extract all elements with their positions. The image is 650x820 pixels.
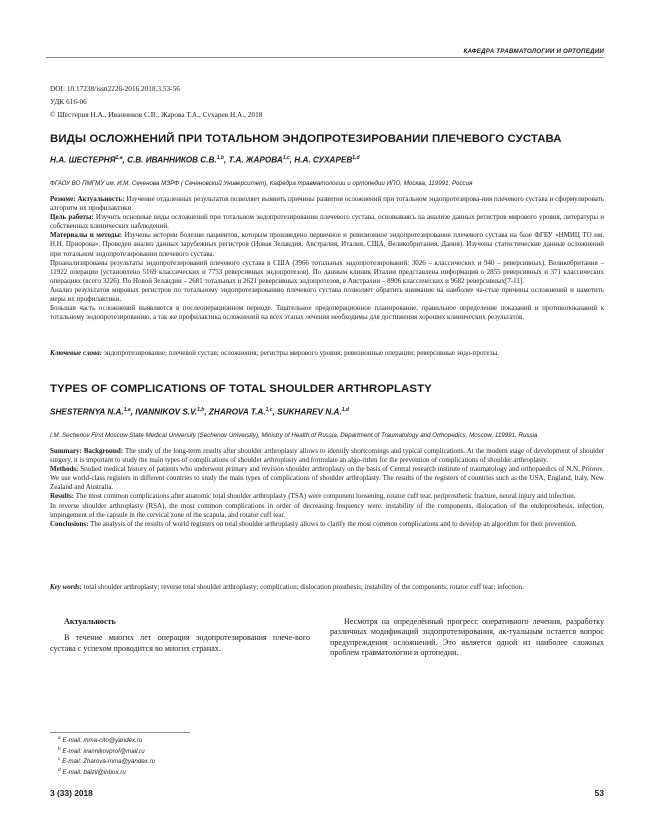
author: Н.А. СУХАРЕВ [294,155,353,165]
author-sup: 1,d [352,155,360,161]
affiliation-ru: ФГАОУ ВО ПМГМУ им. И.М. Сеченова МЗРФ ( Сеченовский Университет), Кафедра травматологии и ортопедии ИПО, Москва, 119991, Россия [50,180,473,187]
keywords-ru [50,349,604,358]
keywords-text: total shoulder arthroplasty; reverse total shoulder arthroplasty; complication; dislocation prosthesis; instability of the components; rotator cuff tear; infection. [82,583,524,591]
footnote: $^a$ E-mail: mma-cito@yandex.ru [58,736,143,745]
footnote: $^d$ E-mail: baizil@inbox.ru [58,767,126,777]
author: Т.А. ЖАРОВА [228,155,283,165]
footnote-rule [50,732,190,733]
author: Н.А. ШЕСТЕРНЯ [50,155,116,165]
author-sup: 1,a [123,407,131,413]
keywords-label: Key words: [50,583,83,591]
abstract-paragraph: Проанализированы результаты эндопротезирований плечевого сустава в США (3966 тотальных эндопротезирований: 3026 – классических и 940 – реверсивных). Великобритания – 11922 операции (установлено 5169 классических и 7753 реверсивных эндопротезов). По данным клиник Италии представлена информация о 2855 реверсивных и 371 классических операциях (всего 3226). По Новой Зеландии – 2681 тотальных и 2621 реверсивных эндопротезов, в Австралии – 8906 классических и 9682 реверсивных[7-11]. [50,258,604,285]
author-sup: 1,b [216,155,224,161]
footnote: $^c$ E-mail: Zharova-mma@yandex.ru [58,757,156,766]
abstract-paragraph: Большая часть осложнений выявляется в послеоперационном периоде. Тщательное предоперационное планирование, правильное определение показаний и противопоказаний к тотальному эндопротезированию, а так же профилактика осложнений на всех этапах лечения необходимы для достижения хороших клинических результатов. [50,304,604,322]
abstract-paragraph: Резюме: Актуальность: Изучение отдаленных результатов позволяет выявить причины развития осложнений при тотальном эндопротезирова-ния плечевого сустава и сформулировать алгоритм их профилактики. [50,195,604,213]
body-paragraph: Несмотря на определённый прогресс оперативного лечения, разработку различных модификаций эндопротезирования, ак-туальным остается вопрос предупреждения осложнений. Это является одной из наиболее сложных проблем травматологии и ортопедии. [330,617,604,658]
author-sup: 1,b [197,407,205,413]
section-heading: Актуальность [64,617,116,626]
abstract-paragraph: Материалы и методы: Изучены истории болезни пациентов, которым произведено первичное и ревизионное эндопротезирование плечевого сустава на базе ФГБУ «НМИЦ ТО им. Н.Н. Приорова». Проведен анализ данных зарубежных регистров (Новая Зеландия, Австралия, Италия, США, Великобритания, Дания). Изучены статистические данные осложнений при тотальном эндопротезировании плечевого сустава. [50,231,604,258]
abstract-paragraph: Цель работы: Изучить основные виды осложнений при тотальном эндопротезировании плечевого сустава, основываясь на анализе данных регистров мирового уровня, литературы и собственных клинических наблюдений. [50,213,604,231]
authors-ru: Н.А. ШЕСТЕРНЯ$^{1,a}$, С.В. ИВАННИКОВ С.В.$^{1,b}$, Т.А. ЖАРОВА$^{1,c}$, Н.А. СУХАРЕВ$^{1,d}$ [50,155,360,165]
issue-number: 3 (33) 2018 [50,788,93,798]
article-title-en: TYPES OF COMPLICATIONS OF TOTAL SHOULDER ARTHROPLASTY [50,383,432,395]
copyright: © Шестерня Н.А., Иванников С.В., Жарова Т.А., Сухарев Н.А., 2018 [50,110,263,119]
author-sup: 1,c [282,155,290,161]
author: IVANNIKOV S.V. [135,407,198,417]
article-title-ru: ВИДЫ ОСЛОЖНЕНИЙ ПРИ ТОТАЛЬНОМ ЭНДОПРОТЕЗИРОВАНИИ ПЛЕЧЕВОГО СУСТАВА [50,133,562,145]
abstract-paragraph: Анализ результатов мировых регистров по тотальному эндопротезированию плечевого сустава позволяет обратить внимание на наиболее ча-стые причины осложнений и наметить меры их профилактики. [50,285,604,304]
page-number: 53 [594,788,604,798]
doi: DOI: 10.17238/issn2226-2016.2018.3.53-56 [50,84,180,93]
body-paragraph: В течение многих лет операция эндопротезирования плече-вого сустава с успехом проводится во многих странах. [50,633,310,653]
header-rule [46,57,604,58]
body-right-column [330,617,604,659]
footnote: $^b$ E-mail: ivannikovprof@mail.ru [58,746,145,755]
keywords-en [50,583,604,592]
author-sup: 1,d [341,407,349,413]
abstract-paragraph: Results: The most common complications after anatomic total shoulder arthroplasty (TSA) were component loosening, rotator cuff tear, periprosthetic fracture, neural injury and infection. [50,492,576,501]
abstract-paragraph: Methods: Studied medical history of patients who underwent primary and revision shoulder arthroplasty on the basis of Central research institute of traumatology and orthopaedics of N.N. Priorov. We use world-class registers in different countries to study the main types of complications of shoulder arthroplasty. The results of the registers of countries such as the USA, England, Italy, New Zealand and Australia. [50,465,604,492]
keywords-label: Ключевые слова: [50,349,103,357]
author-sup: 1,c [265,407,273,413]
journal-section-header: КАФЕДРА ТРАВМАТОЛОГИИ И ОРТОПЕДИИ [463,48,604,55]
footnotes [58,735,155,778]
author: SUKHAREV N.A. [277,407,342,417]
udk: УДК 616-06 [50,97,87,106]
abstract-ru [50,195,604,322]
abstract-paragraph: Summary: Background: The study of the long-term results after shoulder arthroplasty allows to identify shortcomings and typical complications. At the modern stage of development of shoulder surgery, it is important to study the main types of complications of shoulder arthroplasty and formulate an algo-rithm for the prevention of complications of shoulder arthroplasty. [50,447,605,465]
keywords-text: эндопротезирование; плечевой сустав; осложнения; регистры мирового уровня; ревизионные операции; реверсивные эндо-протезы. [102,349,499,357]
body-left-column [50,617,310,654]
author-sup: 1,a [115,155,123,161]
authors-en: SHESTERNYA N.A.$^{1,a}$, IVANNIKOV S.V.$^{1,b}$, ZHAROVA T.A.$^{1,c}$, SUKHAREV N.A.$^{1,d}$ [50,407,349,417]
abstract-paragraph: In reverse shoulder arthroplasty (RSA), the most common complications in order of decreasing frequency were: instability of the components, dislocation of the endoprosthesis, infection, impingement of the capsule in the cervical zone of the scapula, and rotator cuff tear. [50,501,604,519]
author: SHESTERNYA N.A. [50,407,124,417]
abstract-en [50,447,604,529]
abstract-paragraph: Conclusions: The analysis of the results of world registers on total shoulder arthroplasty allows to clarify the most common complications and to develop an algorithm for their prevention. [50,519,577,528]
affiliation-en: I.M. Sechenov First Moscow State Medical University (Sechenov University), Ministry of Health of Russia, Department of Traumatology and Orthopedics, Moscow, 119991, Russia [50,432,538,439]
author: ZHAROVA T.A. [208,407,266,417]
author: С.В. ИВАННИКОВ С.В. [127,155,217,165]
